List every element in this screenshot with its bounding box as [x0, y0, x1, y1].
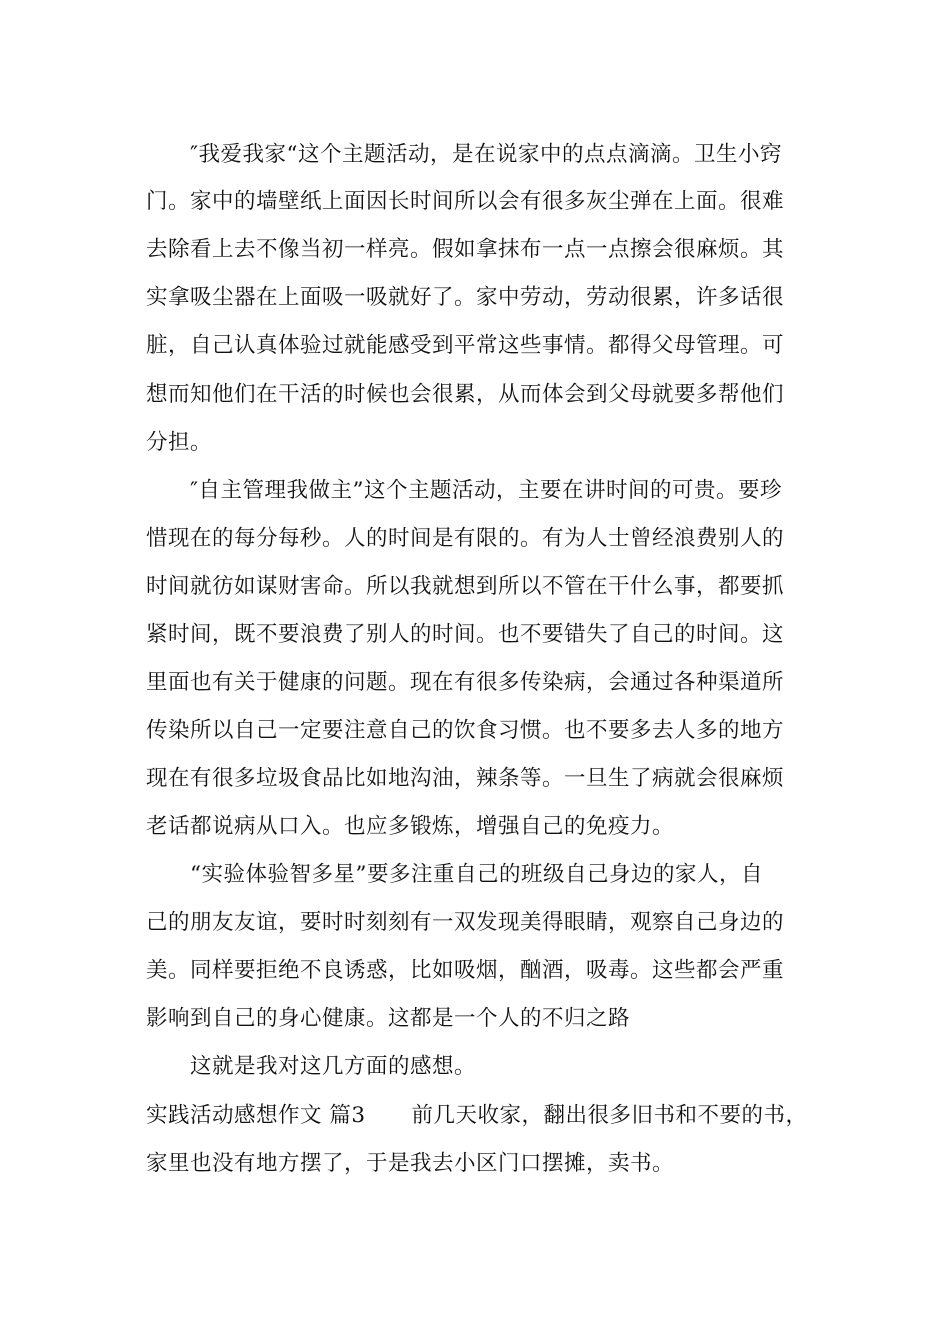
- text-line: 实拿吸尘器在上面吸一吸就好了。家中劳动，劳动很累，许多话很: [146, 285, 785, 310]
- section-body-start: 前几天收家，翻出很多旧书和不要的书，: [411, 1103, 808, 1128]
- text-line: “实验体验智多星”要多注重自己的班级自己身边的家人，自: [190, 862, 763, 887]
- text-line: 去除看上去不像当初一样亮。假如拿抹布一点一点擦会很麻烦。其: [146, 237, 785, 262]
- text-line: 里面也有关于健康的问题。现在有很多传染病，会通过各种渠道所: [146, 670, 785, 695]
- text-line: 时间就彷如谋财害命。所以我就想到所以不管在干什么事，都要抓: [146, 574, 785, 599]
- text-line: 紧时间，既不要浪费了别人的时间。也不要错失了自己的时间。这: [146, 622, 785, 647]
- text-line: 脏，自己认真体验过就能感受到平常这些事情。都得父母管理。可: [146, 333, 785, 358]
- text-line: 家里也没有地方摆了，于是我去小区门口摆摊，卖书。: [146, 1151, 675, 1176]
- section-heading: 实践活动感想作文 篇3: [146, 1103, 366, 1128]
- text-line: ″我爱我家“这个主题活动，是在说家中的点点滴滴。卫生小窍: [190, 142, 783, 167]
- text-line: 老话都说病从口入。也应多锻炼，增强自己的免疫力。: [146, 814, 675, 839]
- text-line: 美。同样要拒绝不良诱惑，比如吸烟，酗酒，吸毒。这些都会严重: [146, 958, 785, 983]
- text-line: 门。家中的墙壁纸上面因长时间所以会有很多灰尘弹在上面。很难: [146, 189, 785, 214]
- text-line: 分担。: [146, 430, 213, 455]
- text-line: 己的朋友友谊，要时时刻刻有一双发现美得眼睛，观察自己身边的: [146, 910, 785, 935]
- text-line: 惜现在的每分每秒。人的时间是有限的。有为人士曾经浪费别人的: [146, 526, 785, 551]
- text-line: 影响到自己的身心健康。这都是一个人的不归之路: [146, 1006, 631, 1031]
- text-line: 想而知他们在干活的时候也会很累，从而体会到父母就要多帮他们: [146, 382, 785, 407]
- text-line: ″自主管理我做主”这个主题活动，主要在讲时间的可贵。要珍: [190, 478, 783, 503]
- text-line: 传染所以自己一定要注意自己的饮食习惯。也不要多去人多的地方: [146, 718, 785, 743]
- text-line: 现在有很多垃圾食品比如地沟油，辣条等。一旦生了病就会很麻烦: [146, 766, 785, 791]
- text-line: 这就是我对这几方面的感想。: [190, 1054, 477, 1079]
- section-first-line: [146, 1101, 808, 1131]
